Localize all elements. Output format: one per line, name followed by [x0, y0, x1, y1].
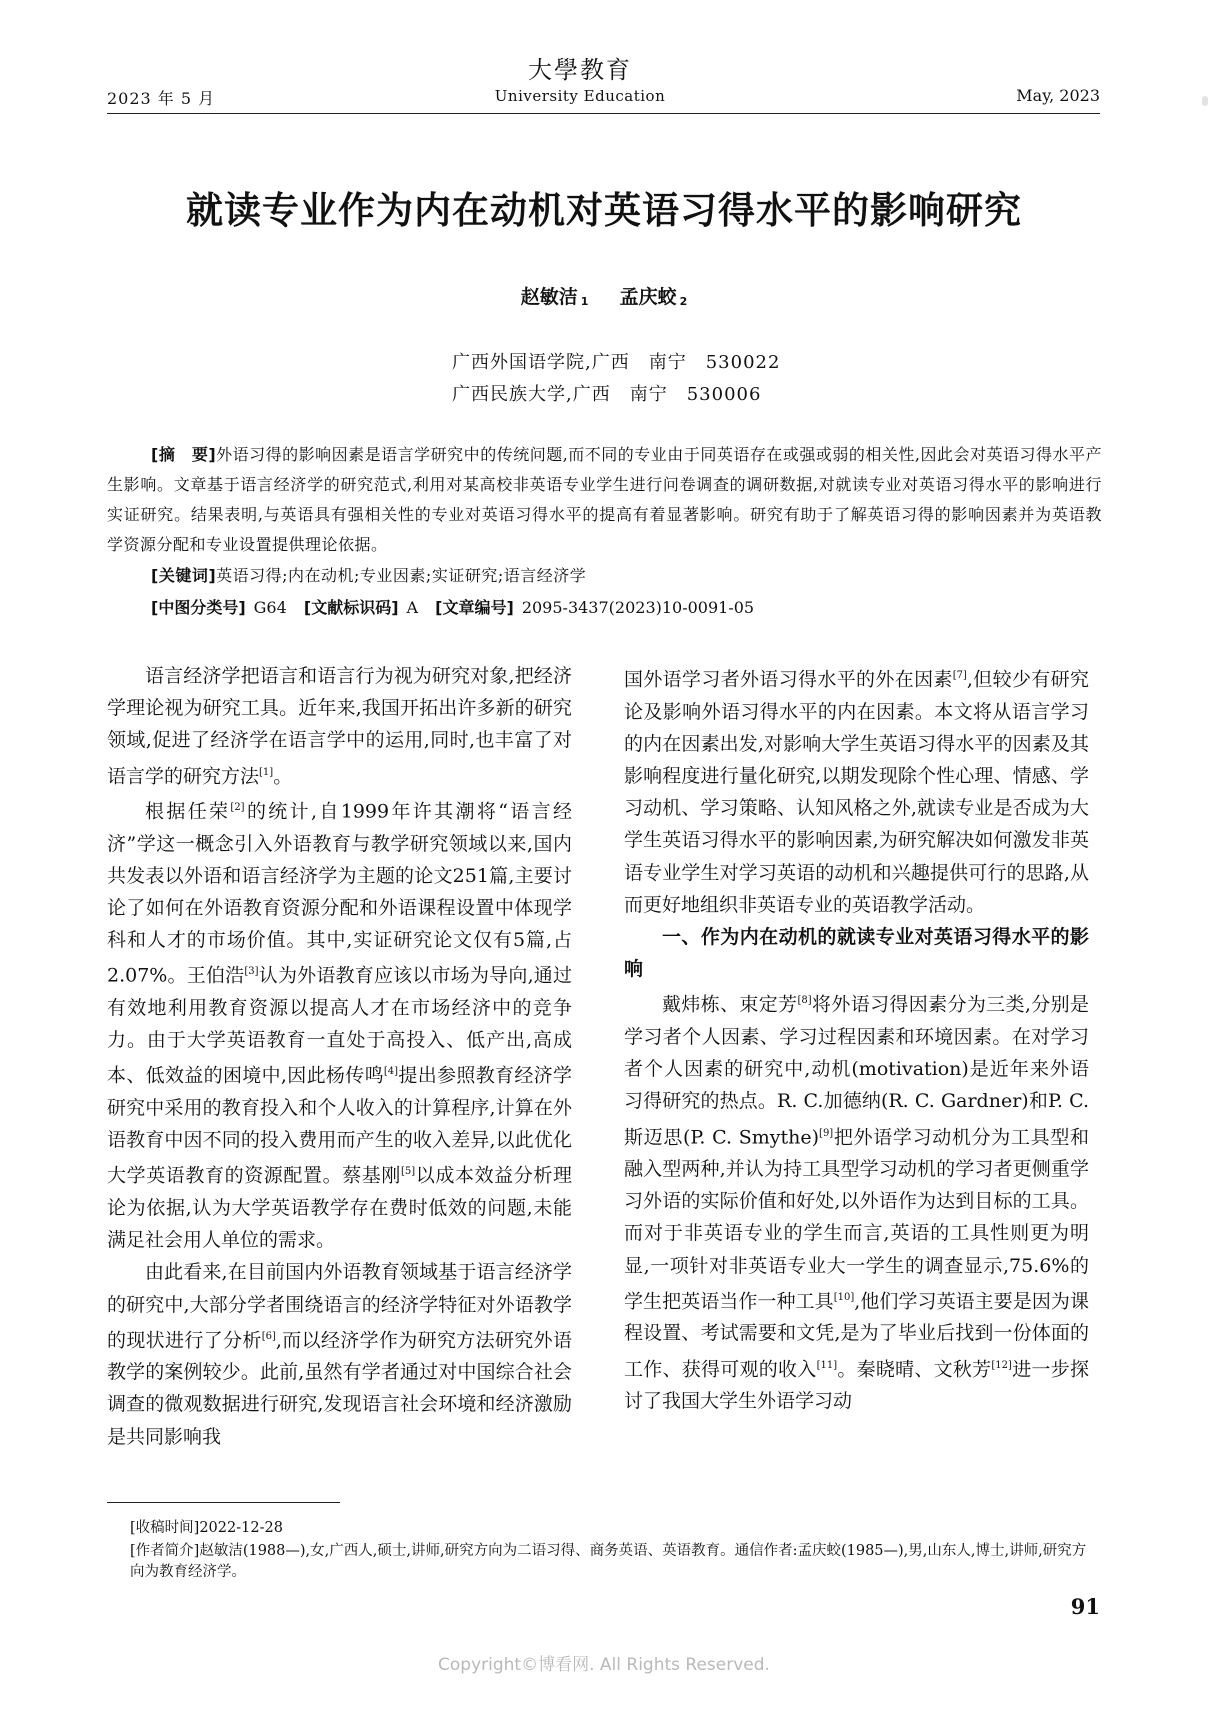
author-name: 孟庆蛟: [619, 286, 677, 308]
paragraph: 由此看来,在目前国内外语教育领域基于语言经济学的研究中,大部分学者围绕语言的经济学特征对外语教学的现状进行了分析[6],而以经济学作为研究方法研究外语教学的案例较少。此前,虽然有学者通过对中国综合社会调查的微观数据进行研究,发现语言社会环境和经济激励是共同影响我: [107, 1261, 572, 1448]
author-name: 赵敏洁: [520, 286, 578, 308]
journal-masthead: [480, 50, 680, 105]
citation-marker: [9]: [819, 1127, 834, 1139]
citation-marker: [6]: [261, 1330, 276, 1342]
author-bio-label: [作者简介]: [130, 1543, 200, 1559]
body-column-right: [624, 660, 1089, 1417]
header-rule: [107, 113, 1100, 114]
header-date: 2023 年 5 月: [107, 89, 216, 108]
article-number-value: 2095-3437(2023)10-0091-05: [521, 598, 755, 617]
citation-marker: [10]: [833, 1291, 855, 1303]
citation-marker: [8]: [797, 995, 812, 1007]
abstract-label: [摘 要]: [151, 445, 217, 464]
citation-marker: [1]: [259, 766, 274, 778]
footnote-received: [130, 1518, 1100, 1539]
scrollbar-thumb[interactable]: [1202, 96, 1208, 106]
paragraph: 国外语学习者外语习得水平的外在因素[7],但较少有研究论及影响外语习得水平的内在因素。本文将从语言学习的内在因素出发,对影响大学生英语习得水平的因素及其影响程度进行量化研究,以期发现除个性心理、情感、学习动机、学习策略、认知风格之外,就读专业是否成为大学生英语习得水平的影响因素,为研究解决如何激发非英语专业学生对学习英语的动机和兴趣提供可行的思路,从而更好地组织非英语专业的英语教学活动。: [624, 668, 1089, 916]
citation-marker: [4]: [383, 1066, 399, 1078]
received-label: [收稿时间]: [130, 1520, 200, 1536]
citation-marker: [11]: [816, 1359, 838, 1371]
paragraph: 根据任荣[2]的统计,自1999年许其潮将“语言经济”学这一概念引入外语教育与教学研究领域以来,国内共发表以外语和语言经济学为主题的论文251篇,主要讨论了如何在外语教育资源分配和外语课程设置中体现学科和人才的市场价值。其中,实证研究论文仅有5篇,占2.07%。王伯浩[3]认为外语教育应该以市场为导向,通过有效地利用教育资源以提高人才在市场经济中的竞争力。由于大学英语教育一直处于高投入、低产出,高成本、低效益的困境中,因此杨传鸣[4]提出参照教育经济学研究中采用的教育投入和个人收入的计算程序,计算在外语教育中因不同的投入费用而产生的收入差异,以此优化大学英语教育的资源配置。蔡基刚[5]以成本效益分析理论为依据,认为大学英语教学存在费时低效的问题,未能满足社会用人单位的需求。: [107, 800, 573, 1252]
journal-name-en: University Education: [494, 87, 666, 105]
abstract: [107, 440, 1102, 560]
copyright-watermark: Copyright©博看网. All Rights Reserved.: [438, 1655, 770, 1675]
classification-line: [151, 595, 766, 618]
clc-label: [中图分类号]: [151, 598, 246, 617]
keywords-label: [关键词]: [151, 566, 217, 585]
paragraph: 语言经济学把语言和语言行为视为研究对象,把经济学理论视为研究工具。近年来,我国开拓出许多新的研究领域,促进了经济学在语言学中的运用,同时,也丰富了对语言学的研究方法[1]。: [107, 665, 572, 787]
author-list: [0, 282, 1208, 309]
author-mark: 2: [679, 295, 688, 308]
citation-marker: [12]: [991, 1359, 1012, 1371]
affiliation: 广西民族大学,广西 南宁 530006: [452, 384, 762, 405]
citation-marker: [7]: [952, 670, 967, 681]
article-number-label: [文章编号]: [435, 598, 514, 617]
clc-value: G64: [253, 598, 287, 617]
footnote-author-bio: [130, 1541, 1100, 1583]
citation-marker: [2]: [230, 802, 245, 814]
doc-code-label: [文献标识码]: [303, 598, 399, 617]
body-column-left: [107, 660, 572, 1453]
keywords-text: 英语习得;内在动机;专业因素;实证研究;语言经济学: [216, 566, 587, 585]
abstract-text: 外语习得的影响因素是语言学研究中的传统问题,而不同的专业由于同英语存在或强或弱的相关性,因此会对英语习得水平产生影响。文章基于语言经济学的研究范式,利用对某高校非英语专业学生进行问卷调查的调研数据,对就读专业对英语习得水平的影响进行实证研究。结果表明,与英语具有强相关性的专业对英语习得水平的提高有着显著影响。研究有助于了解英语习得的影响因素并为英语教学资源分配和专业设置提供理论依据。: [107, 445, 1102, 554]
affiliation: 广西外国语学院,广西 南宁 530022: [452, 352, 781, 373]
citation-marker: [5]: [401, 1166, 416, 1178]
doc-code-value: A: [406, 598, 419, 617]
received-date: 2022-12-28: [199, 1520, 283, 1536]
section-heading: 一、作为内在动机的就读专业对英语习得水平的影响: [624, 925, 1089, 981]
paper-title: 就读专业作为内在动机对英语习得水平的影响研究: [186, 189, 1022, 232]
author-mark: 1: [580, 295, 589, 308]
author-bio-text: 赵敏洁(1988—),女,广西人,硕士,讲师,研究方向为二语习得、商务英语、英语教育。通信作者:孟庆蛟(1985—),男,山东人,博士,讲师,研究方向为教育经济学。: [130, 1543, 1087, 1580]
journal-logo: 大學教育: [528, 56, 632, 84]
footnote-rule: [107, 1502, 340, 1503]
paragraph: 戴炜栋、束定芳[8]将外语习得因素分为三类,分别是学习者个人因素、学习过程因素和环境因素。在对学习者个人因素的研究中,动机(motivation)是近年来外语习得研究的热点。R. C.加德纳(R. C. Gardner)和P. C.斯迈思(P. C. Smythe)[9]把外语学习动机分为工具型和融入型两种,并认为持工具型学习动机的学习者更侧重学习外语的实际价值和好处,以外语作为达到目标的工具。而对于非英语专业的学生而言,英语的工具性则更为明显,一项针对非英语专业大一学生的调查显示,75.6%的学生把英语当作一种工具[10],他们学习英语主要是因为课程设置、考试需要和文凭,是为了毕业后找到一份体面的工作、获得可观的收入[11]。秦晓晴、文秋芳[12]进一步探讨了我国大学生外语学习动: [624, 993, 1089, 1413]
keywords: [151, 563, 586, 586]
page-number: 91: [1070, 1594, 1100, 1619]
header-date-en: May, 2023: [1016, 86, 1100, 105]
citation-marker: [3]: [244, 966, 259, 978]
